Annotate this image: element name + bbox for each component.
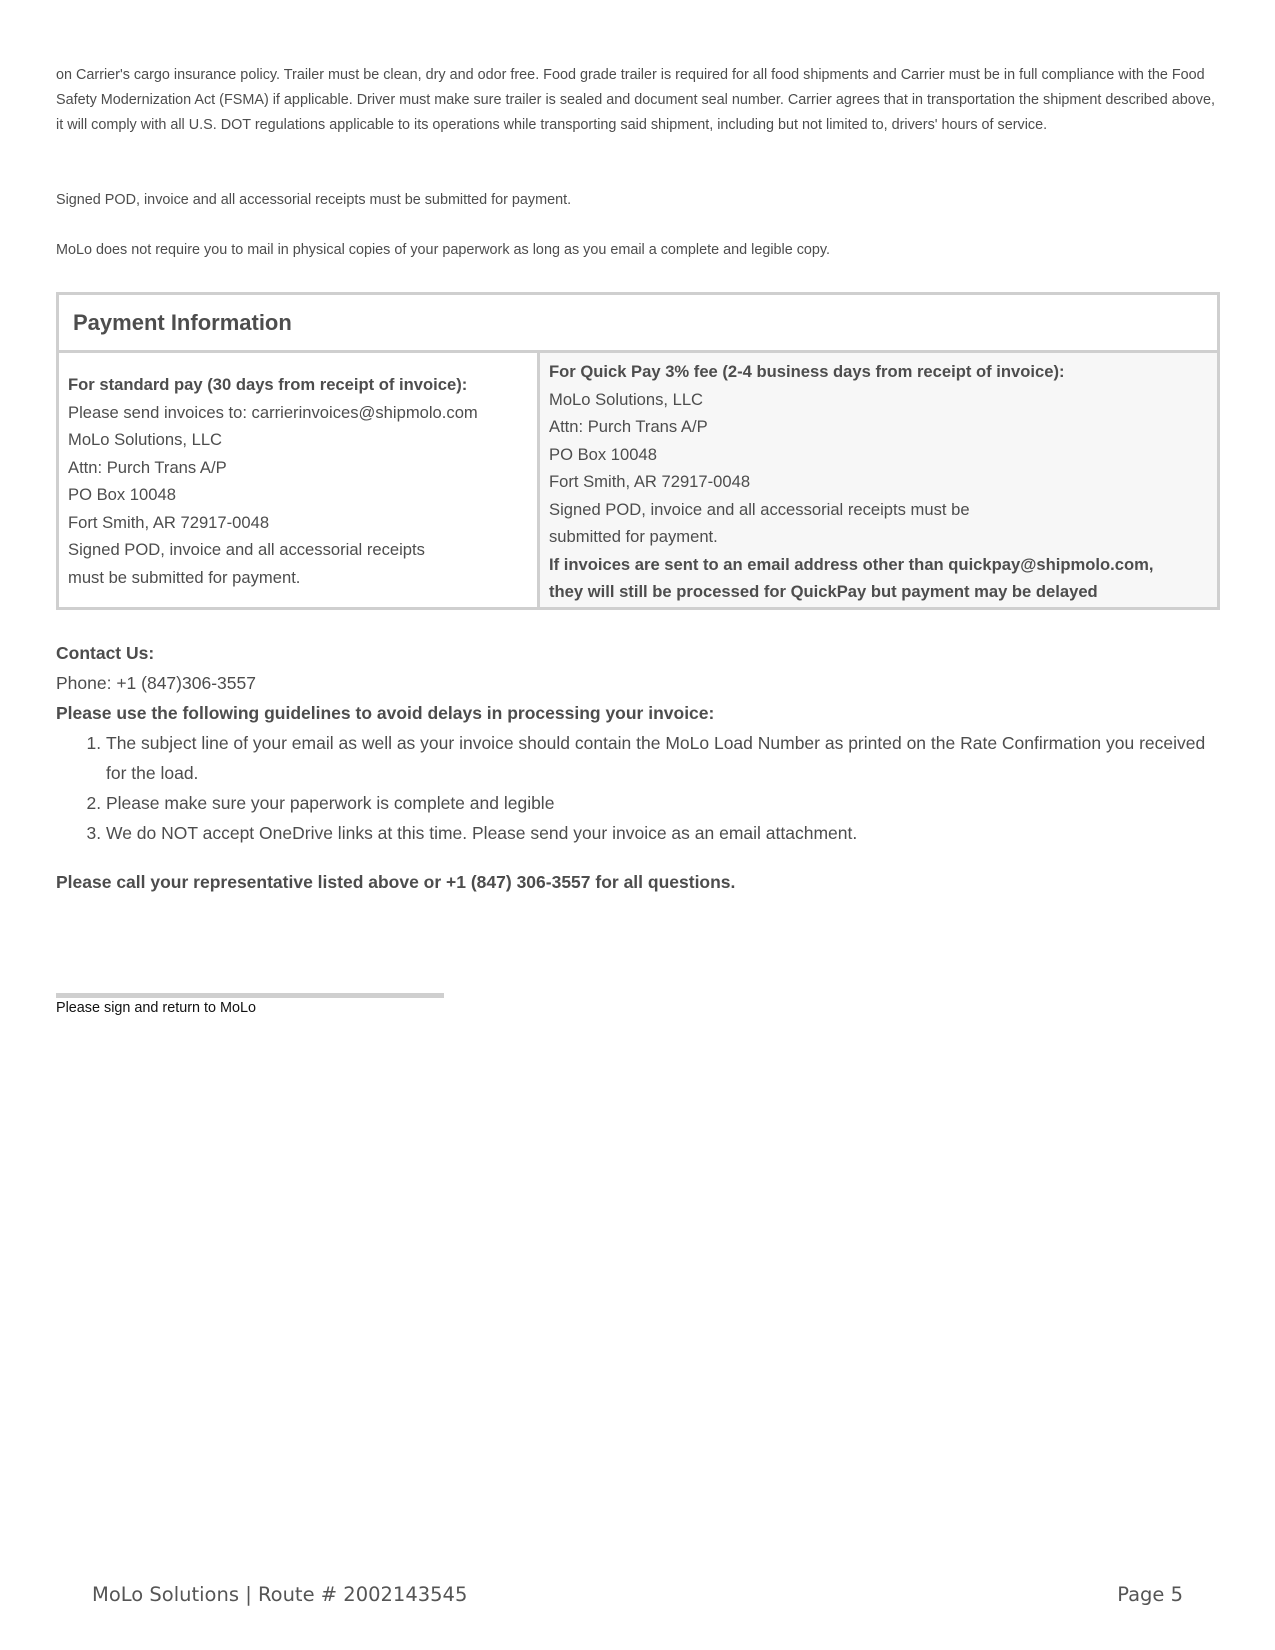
contact-section bbox=[56, 638, 1220, 848]
signed-pod-note: Signed POD, invoice and all accessorial receipts must be submitted for payment. bbox=[56, 192, 572, 208]
contact-phone: Phone: +1 (847)306-3557 bbox=[56, 673, 256, 693]
standard-pay-line: Attn: Purch Trans A/P bbox=[68, 457, 227, 477]
quickpay-column bbox=[540, 353, 1217, 607]
guidelines-list bbox=[56, 728, 1220, 848]
guidelines-heading: Please use the following guidelines to avoid delays in processing your invoice: bbox=[56, 703, 715, 723]
quickpay-line: Signed POD, invoice and all accessorial receipts must be bbox=[549, 499, 970, 519]
signature-line[interactable] bbox=[56, 993, 444, 998]
quickpay-line: PO Box 10048 bbox=[549, 444, 657, 464]
standard-pay-line: must be submitted for payment. bbox=[68, 567, 301, 587]
signature-caption: Please sign and return to MoLo bbox=[56, 1000, 256, 1016]
payment-columns bbox=[59, 353, 1217, 607]
quickpay-line: submitted for payment. bbox=[549, 527, 718, 546]
quickpay-line: Fort Smith, AR 72917-0048 bbox=[549, 472, 751, 491]
footer-page-number: Page 5 bbox=[1117, 1583, 1183, 1606]
standard-pay-line: Signed POD, invoice and all accessorial receipts bbox=[68, 540, 425, 559]
list-item: 1. The subject line of your email as well as your invoice should contain the MoLo Load Number as printed on the Rate Confirmation you received for the load. bbox=[106, 728, 1220, 788]
payment-information-box bbox=[56, 292, 1220, 610]
payment-title: Payment Information bbox=[73, 309, 292, 335]
quickpay-note: If invoices are sent to an email address other than quickpay@shipmolo.com, bbox=[549, 554, 1154, 574]
terms-paragraph: on Carrier's cargo insurance policy. Trailer must be clean, dry and odor free. Food grade trailer is required for all food shipments and Carrier must be in full compliance with the Food Safety Modernization Act (FSMA) if applicable. Driver must make sure trailer is sealed and document seal number. Carrier agrees that in transportation the shipment described above, it will comply with all U.S. DOT regulations applicable to its operations while transporting said shipment, including but not limited to, drivers' hours of service. bbox=[56, 67, 1216, 133]
list-item: 2. Please make sure your paperwork is complete and legible bbox=[106, 788, 1220, 818]
standard-pay-line: PO Box 10048 bbox=[68, 485, 176, 504]
standard-pay-heading: For standard pay (30 days from receipt of invoice): bbox=[68, 375, 468, 394]
payment-header bbox=[59, 295, 1217, 353]
list-item: 3. We do NOT accept OneDrive links at this time. Please send your invoice as an email attachment. bbox=[106, 818, 1220, 848]
standard-pay-line: Fort Smith, AR 72917-0048 bbox=[68, 512, 270, 532]
contact-heading: Contact Us: bbox=[56, 643, 155, 663]
quickpay-line: Attn: Purch Trans A/P bbox=[549, 417, 708, 436]
quickpay-note: they will still be processed for QuickPay but payment may be delayed bbox=[549, 582, 1098, 601]
call-representative-note: Please call your representative listed above or +1 (847) 306-3557 for all questions. bbox=[56, 872, 736, 892]
standard-pay-column bbox=[59, 353, 540, 607]
paperwork-note: MoLo does not require you to mail in physical copies of your paperwork as long as you email a complete and legible copy. bbox=[56, 242, 831, 258]
standard-pay-line: Please send invoices to: carrierinvoices@shipmolo.com bbox=[68, 402, 478, 422]
footer-route: MoLo Solutions | Route # 2002143545 bbox=[92, 1583, 468, 1606]
quickpay-heading: For Quick Pay 3% fee (2-4 business days from receipt of invoice): bbox=[549, 362, 1065, 381]
standard-pay-line: MoLo Solutions, LLC bbox=[68, 430, 223, 449]
quickpay-line: MoLo Solutions, LLC bbox=[549, 389, 704, 409]
